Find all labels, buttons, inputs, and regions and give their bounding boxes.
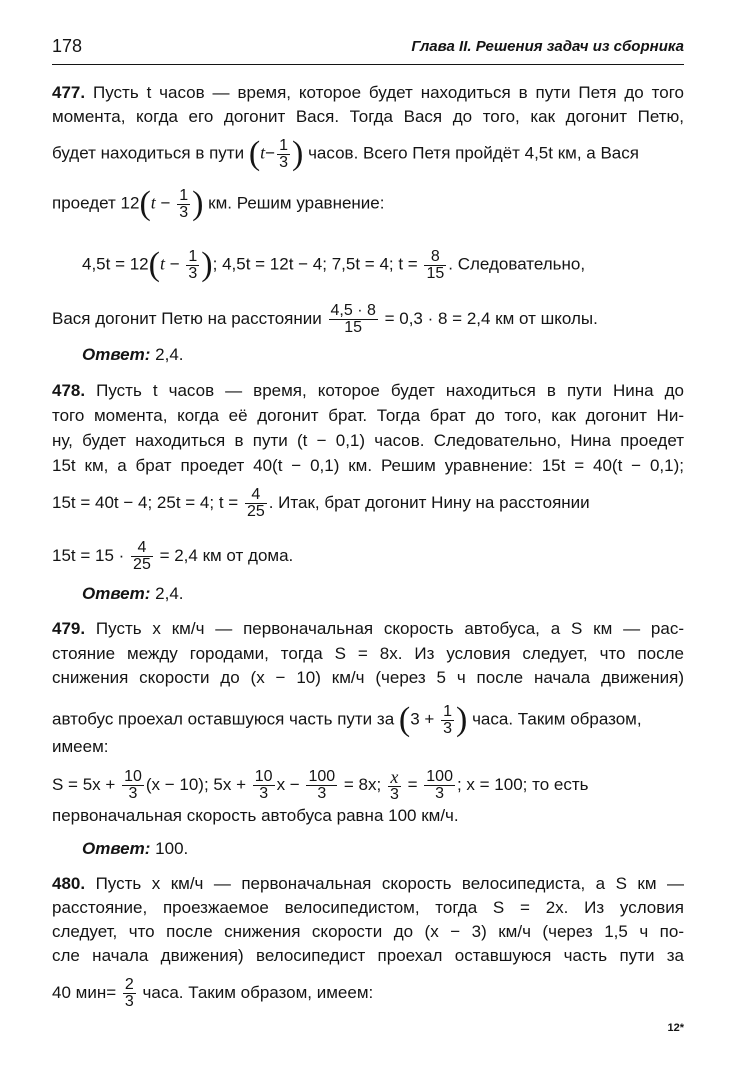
answer-label: Ответ: bbox=[82, 839, 151, 858]
p477-line-4: проедет 12(t − $\frac{1}{3}$ ) км. Решим уравнение: bbox=[52, 185, 385, 222]
fraction-1-3: $\frac{1}{3}$ bbox=[179, 186, 189, 221]
p477-line-1: 477. Пусть t часов — время, которое будет находиться в пути Петя до того bbox=[52, 83, 684, 102]
p479-line-5: имеем: bbox=[52, 737, 109, 756]
p479-line-4: автобус проехал оставшуюся часть пути за (3 + $\frac{1}{3}$ ) часа. Таким образом, bbox=[52, 701, 642, 738]
p479-line-7: первоначальная скорость автобуса равна 100 км/ч. bbox=[52, 806, 459, 825]
p478-answer: Ответ: 2,4. bbox=[82, 584, 184, 603]
fraction-45x8-15: $\frac{4,5 \cdot 8}{15}$ bbox=[330, 302, 376, 336]
fraction-4-25: $\frac{4}{25}$ bbox=[246, 486, 265, 520]
p480-line-1: 480. Пусть x км/ч — первоначальная скорость велосипедиста, а S км — bbox=[52, 874, 684, 893]
page-number: 178 bbox=[52, 36, 83, 56]
p477-line-6: Вася догонит Петю на расстоянии $\frac{4,5 \cdot 8}{15}$ = 0,3 · 8 = 2,4 км от школы. bbox=[52, 302, 598, 336]
p478-line-6: 15t = 15 · $\frac{4}{25}$ = 2,4 км от дома. bbox=[52, 539, 294, 573]
fraction-100-3: $\frac{100}{3}$ bbox=[308, 768, 336, 802]
p478-line-4: 15t км, а брат проедет 40(t − 0,1) км. Решим уравнение: 15t = 40(t − 0,1); bbox=[52, 456, 684, 475]
signature-mark: 12* bbox=[667, 1022, 684, 1034]
fraction-x-3: $\frac{x}{3}$ bbox=[389, 767, 399, 803]
p478-line-3: ну, будет находиться в пути (t − 0,1) часов. Следовательно, Нина проедет bbox=[52, 431, 684, 450]
fraction-8-15: $\frac{8}{15}$ bbox=[426, 247, 445, 282]
p480-line-2: расстояние, проезжаемое велосипедистом, тогда S = 2x. Из условия bbox=[52, 898, 684, 917]
p478-line-2: того момента, когда её догонит брат. Тогда брат до того, как догонит Ни- bbox=[52, 406, 684, 425]
p480-line-4: сле начала движения) велосипедист проехал оставшуюся часть пути за bbox=[52, 946, 684, 965]
fraction-1-3: $\frac{1}{3}$ bbox=[279, 136, 289, 171]
fraction-1-3: $\frac{1}{3}$ bbox=[443, 702, 452, 737]
page-header bbox=[52, 28, 684, 68]
answer-label: Ответ: bbox=[82, 345, 151, 364]
chapter-title: Глава II. Решения задач из сборника bbox=[411, 38, 684, 55]
p480-line-5: 40 мин= $\frac{2}{3}$ часа. Таким образом, имеем: bbox=[52, 976, 374, 1010]
p478-number: 478. bbox=[52, 381, 86, 400]
p480-number: 480. bbox=[52, 874, 86, 893]
p477-equation: 4,5t = 12(t − $\frac{1}{3}$ ); 4,5t = 12t − 4; 7,5t = 4; t = $\frac{8}{15}$ . Следовательно, bbox=[82, 246, 586, 283]
p479-line-1: 479. Пусть x км/ч — первоначальная скорость автобуса, а S км — рас- bbox=[52, 619, 684, 638]
fraction-4-25: $\frac{4}{25}$ bbox=[133, 539, 151, 573]
p477-line-3: будет находиться в пути (t− $\frac{1}{3}$ ) часов. Всего Петя пройдёт 4,5t км, а Вася bbox=[52, 135, 639, 172]
p477-number: 477. bbox=[52, 83, 86, 102]
p477-answer: Ответ: 2,4. bbox=[82, 345, 184, 364]
p479-number: 479. bbox=[52, 619, 86, 638]
p477-line-2: момента, когда его догонит Вася. Тогда Вася до того, как догонит Петю, bbox=[52, 107, 684, 126]
p479-equation: S = 5x + $\frac{10}{3}$ (x − 10); 5x + $\frac{10}{3}$ x − $\frac{100}{3}$ = 8x; $\frac{x}{3}$ = $\frac{100}{3}$ ; x = 100; то есть bbox=[52, 767, 589, 803]
fraction-1-3: $\frac{1}{3}$ bbox=[188, 247, 198, 282]
p478-line-5: 15t = 40t − 4; 25t = 4; t = $\frac{4}{25}$ . Итак, брат догонит Нину на расстоянии bbox=[52, 486, 590, 520]
p480-line-3: следует, что после снижения скорости до (x − 3) км/ч (через 1,5 ч по- bbox=[52, 922, 684, 941]
fraction-100-3: $\frac{100}{3}$ bbox=[426, 768, 453, 802]
p479-answer: Ответ: 100. bbox=[82, 839, 189, 858]
p478-line-1: 478. Пусть t часов — время, которое будет находиться в пути Нина до bbox=[52, 381, 684, 400]
fraction-10-3: $\frac{10}{3}$ bbox=[124, 768, 142, 802]
header-rule bbox=[52, 64, 684, 65]
fraction-2-3: $\frac{2}{3}$ bbox=[124, 976, 134, 1010]
answer-label: Ответ: bbox=[82, 584, 151, 603]
p479-line-2: стояние между городами, тогда S = 8x. Из условия следует, что после bbox=[52, 644, 684, 663]
p479-line-3: снижения скорости до (x − 10) км/ч (через 5 ч после начала движения) bbox=[52, 668, 684, 687]
fraction-10-3: $\frac{10}{3}$ bbox=[254, 768, 273, 802]
